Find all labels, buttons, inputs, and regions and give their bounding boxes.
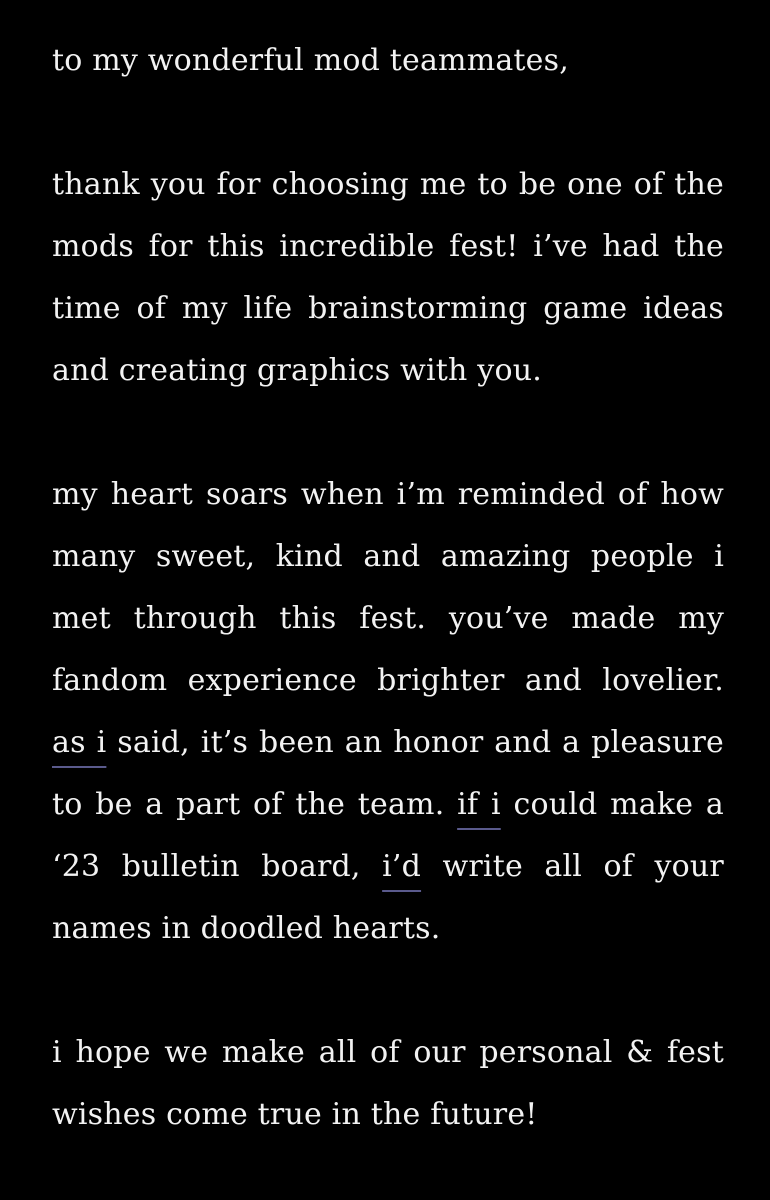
paragraph-heart-text-3: could make a ‘23 bulletin board,	[52, 787, 724, 884]
link-as-i[interactable]: as i	[52, 725, 107, 760]
letter-body	[52, 30, 724, 1146]
paragraph-heart-text-1: my heart soars when i’m reminded of how many sweet, kind and amazing people i met through this fest. you’ve made my fandom experience brighter and lovelier.	[52, 477, 724, 698]
link-id[interactable]: i’d	[382, 849, 422, 884]
paragraph-heart-text-2: said, it’s been an honor and a pleasure to be a part of the team.	[52, 725, 724, 822]
link-if-i[interactable]: if i	[457, 787, 501, 822]
paragraph-heart-text-4: write all of your names in doodled hearts.	[52, 849, 724, 946]
paragraph-heart	[52, 464, 724, 960]
paragraph-spacer	[52, 960, 724, 1022]
paragraph-wishes: i hope we make all of our personal & fest wishes come true in the future!	[52, 1035, 724, 1132]
paragraph-thanks: thank you for choosing me to be one of the mods for this incredible fest! i’ve had the time of my life brainstorming game ideas and creating graphics with you.	[52, 167, 724, 388]
letter-greeting: to my wonderful mod teammates,	[52, 43, 569, 78]
paragraph-spacer	[52, 402, 724, 464]
paragraph-spacer	[52, 92, 724, 154]
